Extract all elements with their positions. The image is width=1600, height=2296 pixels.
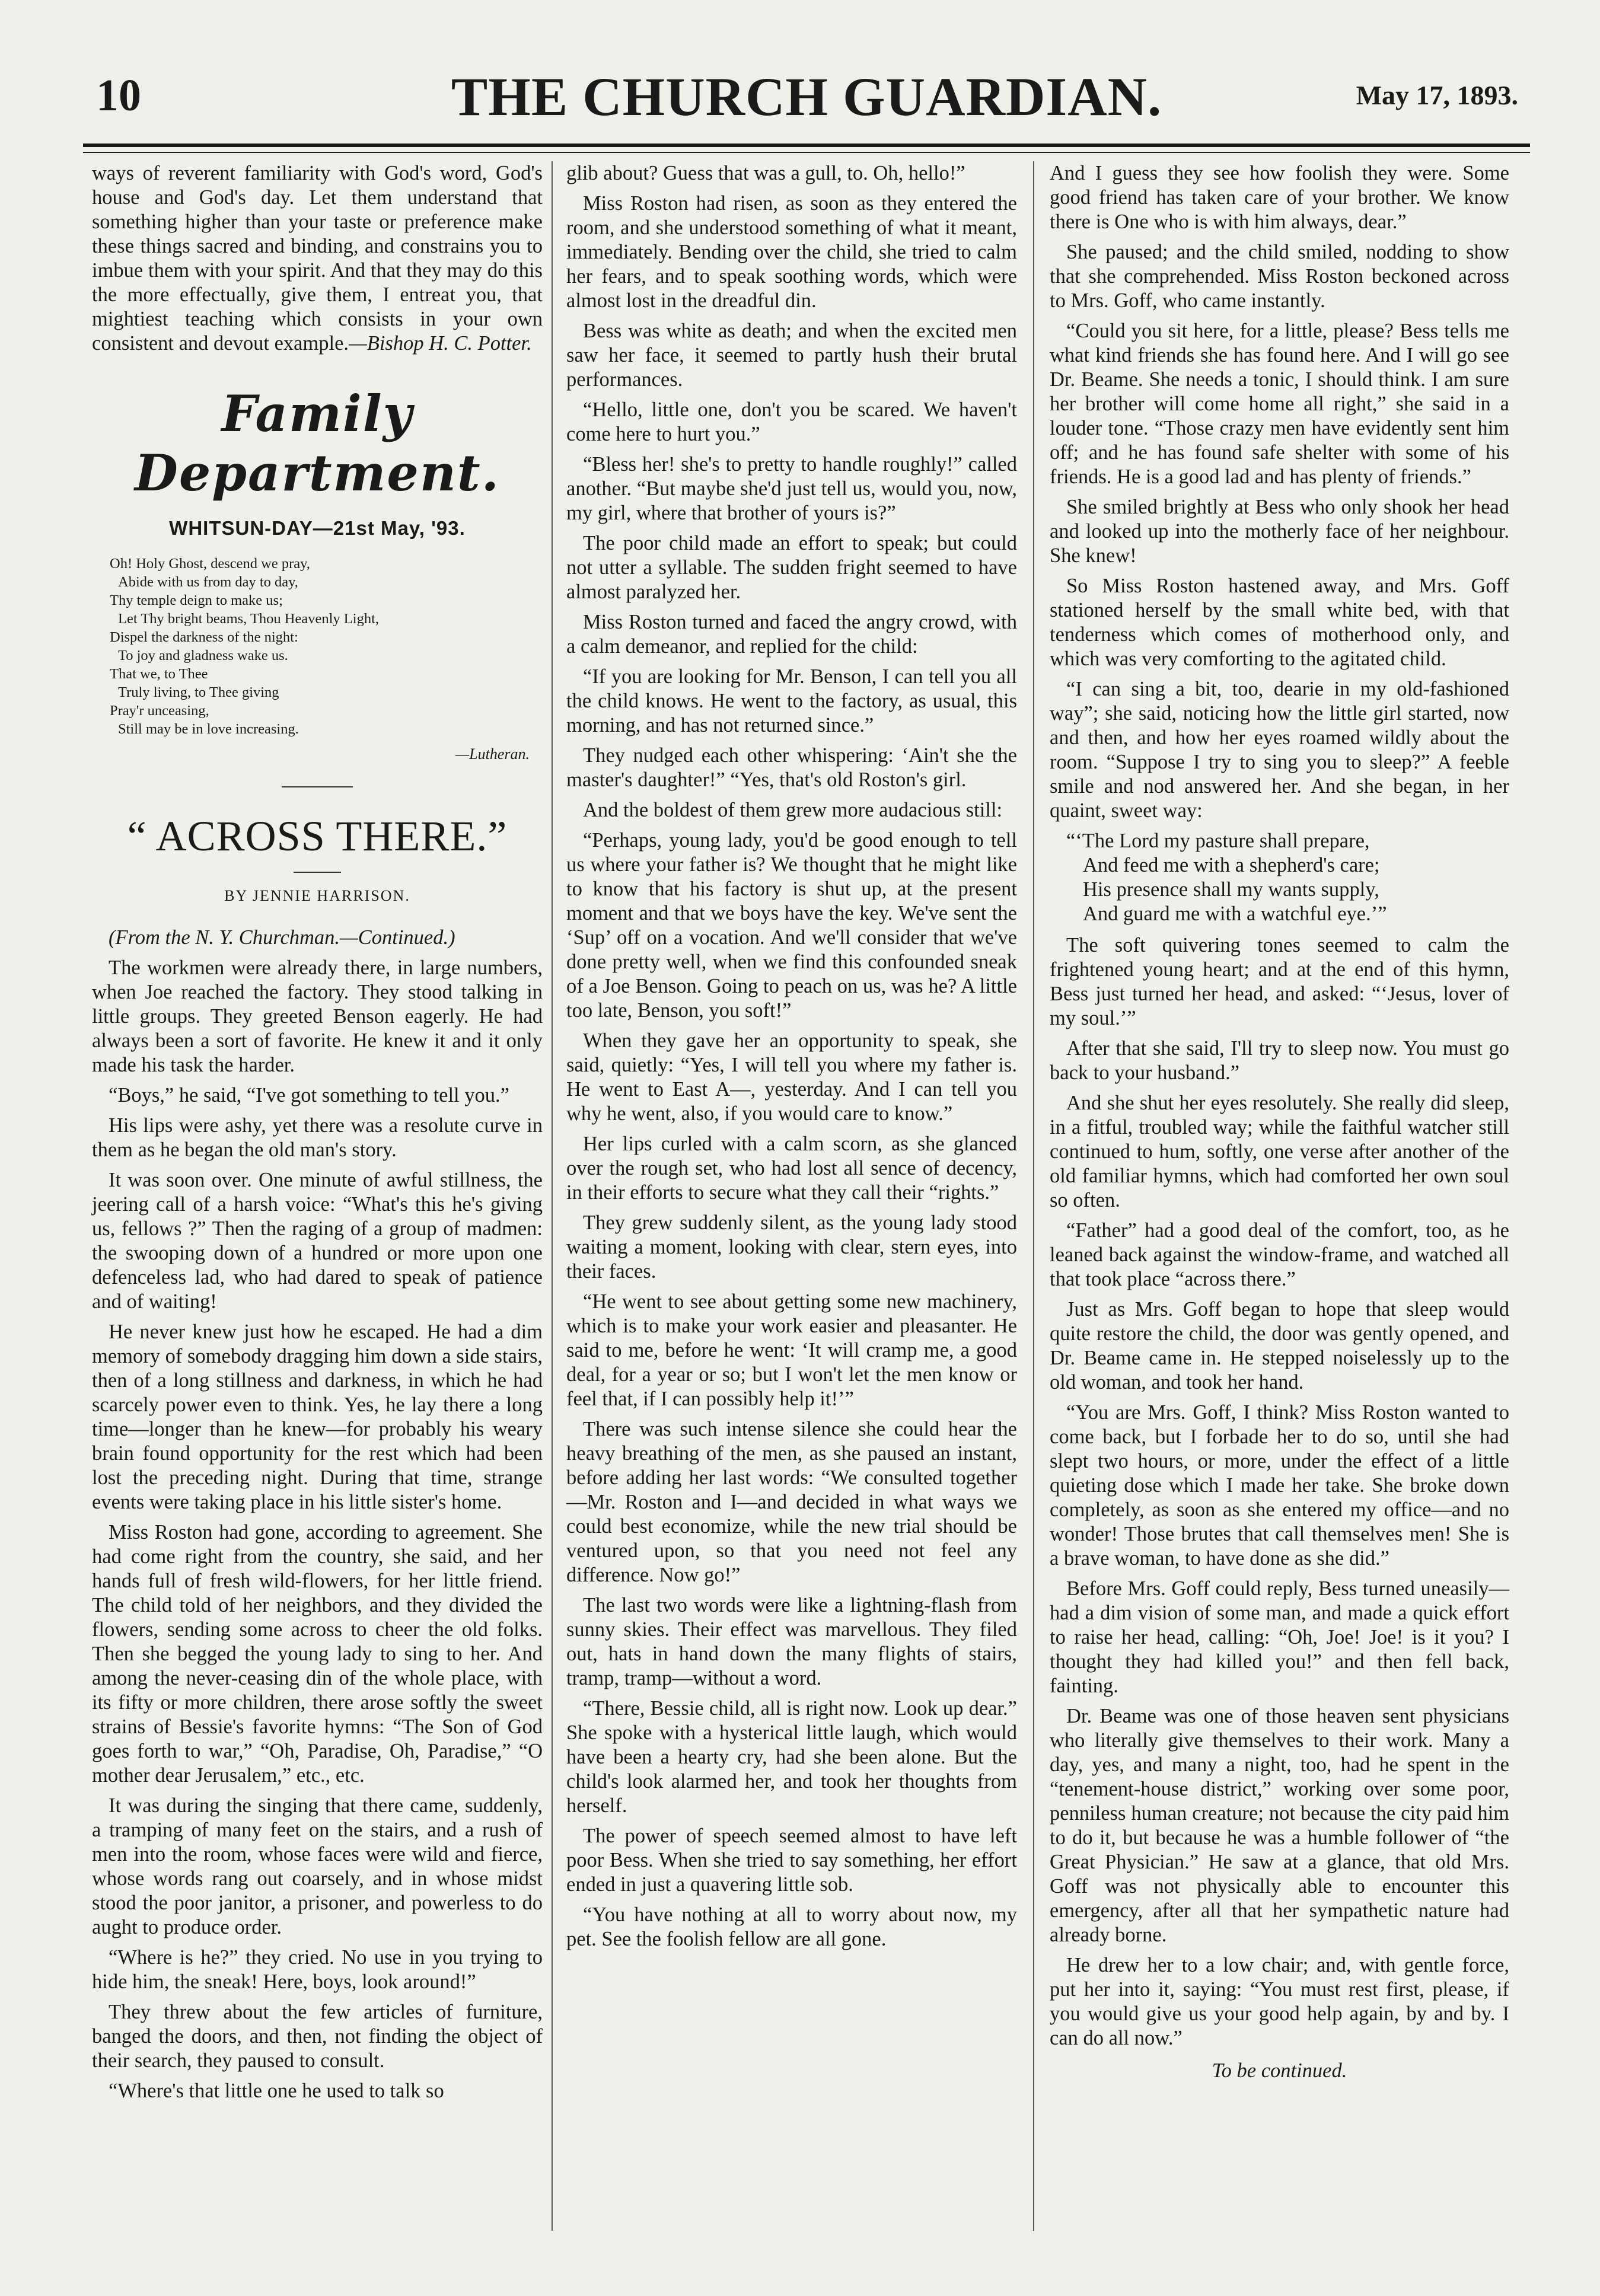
story-paragraph: She paused; and the child smiled, nodding to show that she comprehended. Miss Roston beckoned across to Mrs. Goff, who came instantly. xyxy=(1050,241,1509,312)
story-paragraph: Bess was white as death; and when the excited men saw her face, it seemed to partly hush their brutal performances. xyxy=(566,320,1017,391)
story-paragraph: They threw about the few articles of furniture, banged the doors, and then, not finding the object of their search, they paused to consult. xyxy=(92,2001,543,2072)
hymn-line: That we, to Thee xyxy=(110,666,208,682)
column-2 xyxy=(566,161,1017,1957)
section-divider xyxy=(282,786,353,787)
title-divider xyxy=(294,872,341,873)
story-paragraph: The poor child made an effort to speak; but could not utter a syllable. The sudden fright seemed to have almost paralyzed her. xyxy=(566,532,1017,603)
story-paragraph: After that she said, I'll try to sleep now. You must go back to your husband.” xyxy=(1050,1037,1509,1084)
hymn-line: Dispel the darkness of the night: xyxy=(110,629,298,645)
story-paragraph: They nudged each other whispering: ‘Ain't she the master's daughter!” “Yes, that's old Roston's girl. xyxy=(566,744,1017,791)
story-paragraph: Her lips curled with a calm scorn, as she glanced over the rough set, who had lost all sence of decency, in their efforts to secure what they call their “rights.” xyxy=(566,1133,1017,1204)
story-paragraph: Miss Roston turned and faced the angry crowd, with a calm demeanor, and replied for the child: xyxy=(566,611,1017,658)
story-paragraph: “Father” had a good deal of the comfort, too, as he leaned back against the window-frame, and watched all that took place “across there.” xyxy=(1050,1219,1509,1290)
story-paragraph: It was during the singing that there came, suddenly, a tramping of many feet on the stairs, and a rush of men into the room, whose faces were wild and fierce, whose words rang out coarsely, and in whose midst stood the poor janitor, a prisoner, and powerless to do aught to produce order. xyxy=(92,1794,543,1938)
story-paragraph: There was such intense silence she could hear the heavy breathing of the men, as she paused an instant, before adding her last words: “We consulted together—Mr. Roston and I—and decided in what ways we could best economize, while the new trial should be ventured upon, so that you need not feel any difference. Now go!” xyxy=(566,1418,1017,1586)
story-paragraph: So Miss Roston hastened away, and Mrs. Goff stationed herself by the small white bed, with that tenderness which comes of motherhood only, and which was very comforting to the agitated child. xyxy=(1050,575,1509,670)
story-paragraph: “Bless her! she's to pretty to handle roughly!” called another. “But maybe she'd just tell us, would you, now, my girl, where that brother of yours is?” xyxy=(566,453,1018,524)
story-paragraph: Miss Roston had gone, according to agreement. She had come right from the country, she said, and her hands full of fresh wild-flowers, for her little friend. The child told of her neighbors, and they divided the flowers, sending some across to cheer the old folks. Then she begged the young lady to sing to her. And among the never-ceasing din of the whole place, with its fifty or more children, there arose softly the sweet strains of Bessie's favorite hymns: “The Son of God goes forth to war,” “Oh, Paradise, Oh, Paradise,” “O mother dear Jerusalem,” etc., etc. xyxy=(92,1521,543,1787)
column-3 xyxy=(1050,161,1509,2083)
story-paragraph: “Where's that little one he used to talk so xyxy=(109,2080,444,2102)
story-paragraph: The workmen were already there, in large numbers, when Joe reached the factory. They stood talking in little groups. They greeted Benson eagerly. He had always been a sort of favorite. He knew it and it only made his task the harder. xyxy=(92,956,543,1076)
intro-attribution: —Bishop H. C. Potter. xyxy=(349,332,532,355)
story-paragraph: His lips were ashy, yet there was a resolute curve in them as he began the old man's story. xyxy=(92,1114,543,1161)
issue-date: May 17, 1893. xyxy=(1356,80,1518,110)
column-1 xyxy=(92,161,543,2109)
story-paragraph: “If you are looking for Mr. Benson, I can tell you all the child knows. He went to the factory, as usual, this morning, and has not returned since.” xyxy=(566,665,1017,736)
hymn-line: Truly living, to Thee giving xyxy=(118,684,279,700)
section-heading: Family Department. xyxy=(135,384,500,502)
story-paragraph: Dr. Beame was one of those heaven sent physicians who literally give themselves to their work. Many a day, yes, and many a night, too, had he spent in the “tenement-house district,” working over some poor, penniless human creature; not because the city paid him to do it, but because he was a humble follower of “the Great Physician.” He saw at a glance, that old Mrs. Goff was not physically able to encounter this emergency, after all that her sympathetic nature had already borne. xyxy=(1050,1705,1509,1946)
story-paragraph: He never knew just how he escaped. He had a dim memory of somebody dragging him down a side stairs, then of a long stillness and darkness, in which he had scarcely power even to think. Yes, he lay there a long time—longer than he knew—for probably his weary brain found opportunity for the rest which had been lost the preceding night. During that time, strange events were taking place in his little sister's home. xyxy=(92,1321,543,1513)
whitsun-heading: WHITSUN-DAY—21st May, '93. xyxy=(169,517,466,539)
story-paragraph: She smiled brightly at Bess who only shook her head and looked up into the motherly face of her neighbour. She knew! xyxy=(1050,496,1509,567)
story-paragraph: “Boys,” he said, “I've got something to tell you.” xyxy=(109,1084,509,1106)
story-paragraph: glib about? Guess that was a gull, to. Oh, hello!” xyxy=(566,162,965,184)
story-paragraph: “Hello, little one, don't you be scared. We haven't come here to hurt you.” xyxy=(566,398,1017,445)
story-paragraph: “I can sing a bit, too, dearie in my old-fashioned way”; she said, noticing how the little girl started, now and then, and how her eyes roamed wildly about the room. “Suppose I try to sing you to sleep?” A feeble smile and nod answered her. And she began, in her quaint, sweet way: xyxy=(1050,678,1509,822)
story-paragraph: And she shut her eyes resolutely. She really did sleep, in a fitful, troubled way; while the faithful watcher still continued to hum, softly, one verse after another of the old familiar hymns, which had comforted her own soul so often. xyxy=(1050,1092,1509,1211)
hymn-line: Thy temple deign to make us; xyxy=(110,592,283,608)
to-be-continued: To be continued. xyxy=(1212,2059,1347,2082)
story-paragraph: It was soon over. One minute of awful stillness, the jeering call of a harsh voice: “What's this he's giving us, fellows ?” Then the raging of a group of madmen: the swooping down of a hundred or more upon one defenceless lad, who had dared to speak of patience and of waiting! xyxy=(92,1169,543,1313)
newspaper-title: THE CHURCH GUARDIAN. xyxy=(451,66,1162,127)
hymn-line: Let Thy bright beams, Thou Heavenly Light, xyxy=(118,611,380,627)
page-number: 10 xyxy=(96,71,141,120)
hymn-line: Still may be in love increasing. xyxy=(118,721,299,737)
hymn-line: To joy and gladness wake us. xyxy=(118,648,288,664)
story-title: “ ACROSS THERE.” xyxy=(127,812,508,860)
masthead-rule-thick xyxy=(83,144,1530,147)
story-paragraph: “He went to see about getting some new machinery, which is to make your work easier and pleasanter. He said to me, before he went: ‘It will cramp me, a good deal, for a year or so; but I won't let the men know or feel that, if I can possibly help it!’” xyxy=(566,1290,1017,1410)
hymn-line: Pray'r unceasing, xyxy=(110,703,209,719)
masthead-rule-thin xyxy=(83,152,1530,153)
story-paragraph: And the boldest of them grew more audacious still: xyxy=(583,799,1003,821)
story-paragraph: They grew suddenly silent, as the young lady stood waiting a moment, looking with clear, stern eyes, into their faces. xyxy=(566,1211,1017,1283)
story-paragraph: The soft quivering tones seemed to calm the frightened young heart; and at the end of this hymn, Bess just turned her head, and asked: “‘Jesus, lover of my soul.’” xyxy=(1050,934,1509,1029)
story-paragraph: Miss Roston had risen, as soon as they entered the room, and she understood something of what it meant, immediately. Bending over the child, she tried to calm her fears, and to speak soothing words, which were almost lost in the dreadful din. xyxy=(566,192,1017,312)
verse-line: And feed me with a shepherd's care; xyxy=(1083,854,1380,876)
story-paragraph: “You are Mrs. Goff, I think? Miss Roston wanted to come back, but I forbade her to do so, until she had slept two hours, or more, under the effect of a little quieting dose which I made her take. She broke down completely, as soon as she entered my office—and no wonder! Those brutes that call themselves men! She is a brave woman, to have done as she did.” xyxy=(1050,1401,1509,1570)
story-paragraph: The power of speech seemed almost to have left poor Bess. When she tried to say something, her effort ended in just a quavering little sob. xyxy=(566,1825,1017,1896)
story-paragraph: “You have nothing at all to worry about now, my pet. See the foolish fellow are all gone. xyxy=(566,1903,1017,1950)
verse-line: His presence shall my wants supply, xyxy=(1083,878,1379,901)
masthead xyxy=(83,53,1530,142)
hymn xyxy=(110,554,543,738)
story-paragraph: “Where is he?” they cried. No use in you trying to hide him, the sneak! Here, boys, look around!” xyxy=(92,1946,543,1993)
story-paragraph: “Could you sit here, for a little, please? Bess tells me what kind friends she has found here. And I will go see Dr. Beame. She needs a tonic, I should think. I am sure her brother will come home all right,” she said in a louder tone. “Those crazy men have evidently sent him off; and he has found safe shelter with some of his friends. He is a good lad and has plenty of friends.” xyxy=(1050,320,1509,488)
hymn-line: Abide with us from day to day, xyxy=(118,574,298,590)
verse-line: And guard me with a watchful eye.’” xyxy=(1083,903,1387,925)
story-paragraph: “Perhaps, young lady, you'd be good enough to tell us where your father is? We thought that he might like to know that his factory is shut up, at the present moment and that we boys have the key. We've sent the ‘Sup’ off on a vocation. And we'll consider that we've done pretty well, when we find this confounded sneak of a Joe Benson. Going to peach on us, was he? A little too late, Benson, you soft!” xyxy=(566,829,1017,1022)
hymn-line: Oh! Holy Ghost, descend we pray, xyxy=(110,556,310,572)
story-paragraph: “There, Bessie child, all is right now. Look up dear.” She spoke with a hysterical little laugh, which would have been a hearty cry, had she been alone. But the child's look alarmed her, and took her thoughts from herself. xyxy=(566,1697,1017,1817)
verse-line: “‘The Lord my pasture shall prepare, xyxy=(1066,830,1370,852)
story-paragraph: Before Mrs. Goff could reply, Bess turned uneasily—had a dim vision of some man, and made a quick effort to raise her head, calling: “Oh, Joe! Joe! is it you? I thought they had killed you!” and then fell back, fainting. xyxy=(1050,1577,1509,1697)
column-divider xyxy=(1033,161,1034,2231)
story-paragraph: When they gave her an opportunity to speak, she said, quietly: “Yes, I will tell you where my father is. He went to East A—, yesterday. And I can tell you why he went, also, if you would care to know.” xyxy=(566,1029,1017,1125)
story-paragraph: The last two words were like a lightning-flash from sunny skies. Their effect was marvellous. They filed out, hats in hand down the many flights of stairs, tramp, tramp—without a word. xyxy=(566,1594,1017,1689)
byline: BY JENNIE HARRISON. xyxy=(224,887,410,904)
hymn-attribution: —Lutheran. xyxy=(455,745,530,763)
story-paragraph: He drew her to a low chair; and, with gentle force, put her into it, saying: “You must rest first, please, if you would give us your good help again, by and by. I can do all now.” xyxy=(1050,1954,1509,2049)
hymn-verse xyxy=(1066,829,1509,926)
intro-paragraph: ways of reverent familiarity with God's word, God's house and God's day. Let them understand that something higher than your taste or preference make these things sacred and binding, and constrains you to imbue them with your spirit. And that they may do this the more effectually, give them, I entreat you, that mightiest teaching which consists in your own consistent and devout example.—Bishop H. C. Potter. xyxy=(92,162,543,355)
story-paragraph: And I guess they see how foolish they were. Some good friend has taken care of your brother. We know there is One who is with him always, dear.” xyxy=(1050,162,1509,233)
story-paragraph: Just as Mrs. Goff began to hope that sleep would quite restore the child, the door was gently opened, and Dr. Beame came in. He stepped noiselessly up to the old woman, and took her hand. xyxy=(1050,1298,1509,1393)
column-divider xyxy=(552,161,553,2231)
source-note: (From the N. Y. Churchman.—Continued.) xyxy=(109,926,455,949)
